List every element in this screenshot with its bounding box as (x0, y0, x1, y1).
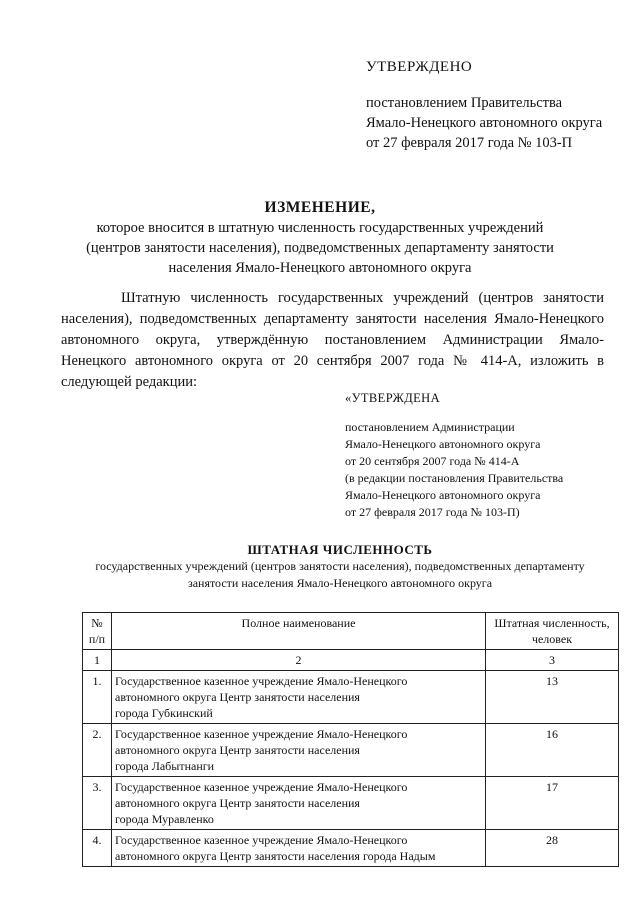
change-subtitle-line: (центров занятости населения), подведомственных департаменту занятости (86, 240, 554, 256)
table-header-row (83, 613, 619, 650)
approval-heading: УТВЕРЖДЕНО (366, 59, 473, 75)
approval2-block (345, 390, 615, 521)
approval-block (366, 57, 626, 153)
row-num: 1. (83, 671, 112, 724)
row-name-line: автономного округа Центр занятости населения города Надым (115, 849, 436, 863)
change-subtitle-line: населения Ямало-Ненецкого автономного округа (168, 260, 472, 276)
row-name (112, 777, 486, 830)
approval2-line: от 27 февраля 2017 года № 103-П) (345, 505, 520, 519)
row-name (112, 830, 486, 867)
row-name-line: города Губкинский (115, 706, 213, 720)
approval2-line: постановлением Администрации (345, 420, 515, 434)
row-name-line: Государственное казенное учреждение Ямало-Ненецкого (115, 674, 408, 688)
row-count: 17 (486, 777, 619, 830)
header-count-line: человек (531, 632, 573, 646)
table-index-row (83, 650, 619, 671)
row-name-line: автономного округа Центр занятости населения (115, 743, 360, 757)
approval2-heading: «УТВЕРЖДЕНА (345, 391, 441, 405)
row-num: 2. (83, 724, 112, 777)
approval2-line: Ямало-Ненецкого автономного округа (345, 488, 541, 502)
index-cell: 2 (112, 650, 486, 671)
staffing-title: ШТАТНАЯ ЧИСЛЕННОСТЬ (247, 542, 433, 557)
staffing-subtitle-line: государственных учреждений (центров занятости населения), подведомственных департаменту (95, 559, 585, 573)
row-name-line: Государственное казенное учреждение Ямало-Ненецкого (115, 780, 408, 794)
index-cell: 1 (83, 650, 112, 671)
row-name (112, 671, 486, 724)
row-name-line: Государственное казенное учреждение Ямало-Ненецкого (115, 727, 408, 741)
row-name (112, 724, 486, 777)
row-num: 3. (83, 777, 112, 830)
row-name-line: автономного округа Центр занятости населения (115, 796, 360, 810)
staffing-table (82, 612, 619, 867)
row-name-line: автономного округа Центр занятости населения (115, 690, 360, 704)
change-title: ИЗМЕНЕНИЕ, (264, 199, 376, 216)
row-name-line: Государственное казенное учреждение Ямало-Ненецкого (115, 833, 408, 847)
row-name-line: города Муравленко (115, 812, 214, 826)
row-count: 13 (486, 671, 619, 724)
approval2-line: (в редакции постановления Правительства (345, 471, 564, 485)
header-count-line: Штатная численность, (494, 616, 610, 630)
approval-line: от 27 февраля 2017 года № 103-П (366, 135, 573, 151)
header-num-line: № (91, 616, 103, 630)
header-num-line: п/п (88, 632, 106, 646)
table-row (83, 777, 619, 830)
staffing-subtitle-line: занятости населения Ямало-Ненецкого автономного округа (187, 576, 493, 590)
index-cell: 3 (486, 650, 619, 671)
header-num (83, 613, 112, 650)
table-row (83, 830, 619, 867)
row-name-line: города Лабытнанги (115, 759, 215, 773)
change-subtitle-line: которое вносится в штатную численность государственных учреждений (96, 220, 544, 236)
row-count: 16 (486, 724, 619, 777)
table-row (83, 671, 619, 724)
approval2-line: Ямало-Ненецкого автономного округа (345, 437, 541, 451)
approval-line: постановлением Правительства (366, 95, 563, 111)
row-num: 4. (83, 830, 112, 867)
table-row (83, 724, 619, 777)
approval2-line: от 20 сентября 2007 года № 414-А (345, 454, 520, 468)
row-count: 28 (486, 830, 619, 867)
header-name: Полное наименование (112, 613, 486, 650)
staffing-title-block (60, 541, 620, 592)
approval-line: Ямало-Ненецкого автономного округа (366, 115, 603, 131)
body-paragraph: Штатную численность государственных учреждений (центров занятости населения), подведомственных департаменту занятости населения Ямало-Ненецкого автономного округа, утверждённую постановлением Администрации Ямало-Ненецкого автономного округа от 20 сентября 2007 года № 414-А, изложить в следующей редакции: (61, 290, 604, 390)
change-title-block (40, 198, 600, 278)
header-count (486, 613, 619, 650)
